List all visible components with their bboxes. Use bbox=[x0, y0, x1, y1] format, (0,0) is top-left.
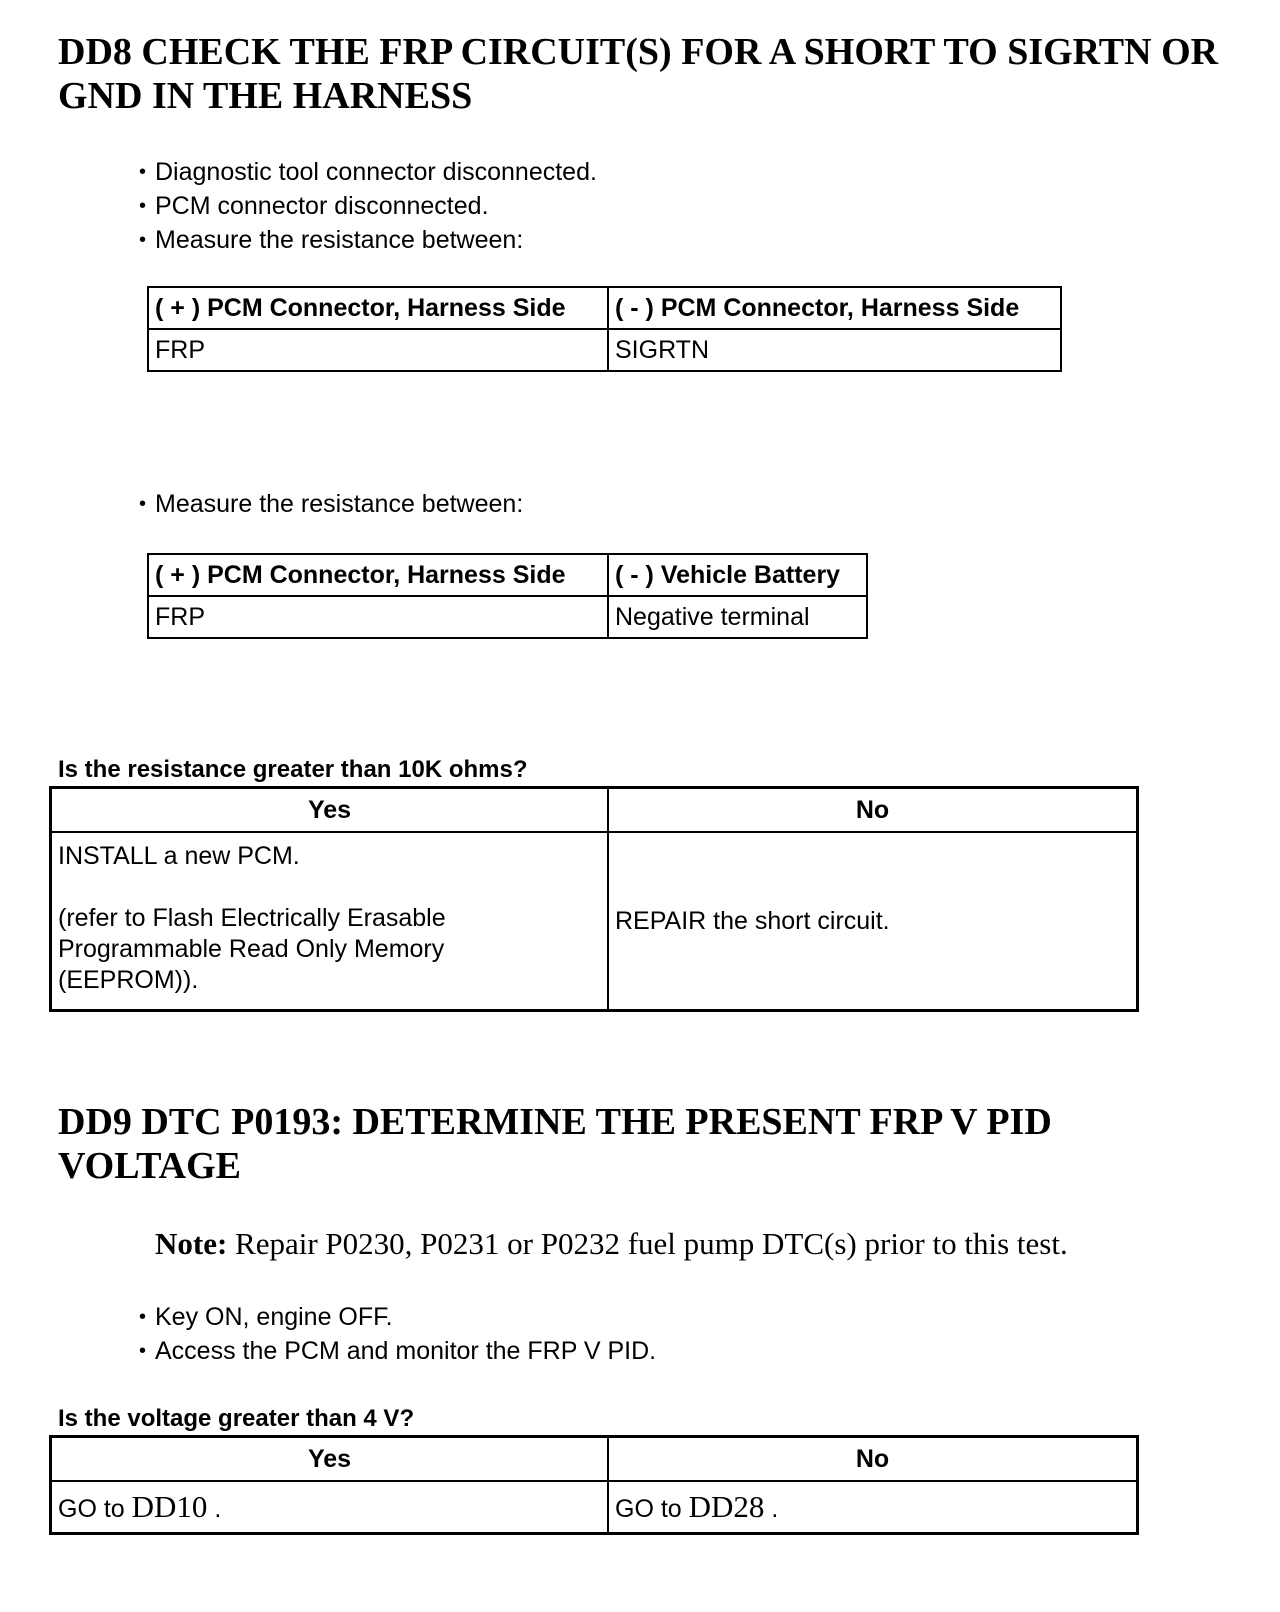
dd8-measure-table-2 bbox=[147, 553, 868, 639]
table-row bbox=[148, 596, 867, 638]
table-row bbox=[148, 329, 1061, 371]
dd9-note bbox=[155, 1226, 1068, 1262]
dd8-step-list bbox=[139, 155, 597, 257]
no-cell bbox=[608, 1481, 1138, 1534]
list-item: • Diagnostic tool connector disconnected. bbox=[139, 155, 597, 189]
dd9-step-list bbox=[139, 1300, 656, 1368]
dd8-measure-table-1 bbox=[147, 286, 1062, 372]
yes-text-line4[interactable]: (EEPROM)). bbox=[58, 966, 199, 994]
list-item: • Key ON, engine OFF. bbox=[139, 1300, 656, 1334]
yes-text-line3[interactable]: Programmable Read Only Memory bbox=[58, 935, 445, 963]
no-header: No bbox=[608, 1437, 1138, 1482]
list-item: • Measure the resistance between: bbox=[139, 223, 597, 257]
yes-text-line2[interactable]: (refer to Flash Electrically Erasable bbox=[58, 904, 446, 932]
yes-text-line1: INSTALL a new PCM. bbox=[58, 842, 300, 870]
table-header-row bbox=[51, 788, 1138, 833]
table-header-cell: ( - ) Vehicle Battery bbox=[608, 554, 867, 596]
table-row bbox=[51, 832, 1138, 1011]
table-header-cell: ( + ) PCM Connector, Harness Side bbox=[148, 554, 608, 596]
dd9-heading bbox=[58, 1100, 1052, 1188]
no-cell bbox=[608, 832, 1138, 1011]
note-text: Repair P0230, P0231 or P0232 fuel pump DTC(s) prior to this test. bbox=[227, 1226, 1068, 1261]
note-label: Note: bbox=[155, 1226, 228, 1261]
dd28-link[interactable]: DD28 bbox=[688, 1489, 765, 1524]
table-header-cell: ( + ) PCM Connector, Harness Side bbox=[148, 287, 608, 329]
dd9-answer-table bbox=[49, 1435, 1139, 1535]
list-item: • PCM connector disconnected. bbox=[139, 189, 597, 223]
table-row bbox=[51, 1481, 1138, 1534]
table-cell: FRP bbox=[148, 596, 608, 638]
dd8-heading-line1: DD8 CHECK THE FRP CIRCUIT(S) FOR A SHORT TO SIGRTN OR bbox=[58, 31, 1219, 73]
dd8-heading bbox=[58, 30, 1218, 118]
dd9-heading-line1: DD9 DTC P0193: DETERMINE THE PRESENT FRP V PID bbox=[58, 1101, 1052, 1143]
table-header-row bbox=[148, 554, 867, 596]
table-header-cell: ( - ) PCM Connector, Harness Side bbox=[608, 287, 1061, 329]
no-suffix: . bbox=[764, 1495, 779, 1523]
dd8-step-list-2 bbox=[139, 487, 523, 521]
table-header-row bbox=[51, 1437, 1138, 1482]
yes-cell bbox=[51, 1481, 609, 1534]
table-header-row bbox=[148, 287, 1061, 329]
list-item: • Measure the resistance between: bbox=[139, 487, 523, 521]
dd8-heading-line2: GND IN THE HARNESS bbox=[58, 75, 473, 117]
table-cell: Negative terminal bbox=[608, 596, 867, 638]
yes-cell bbox=[51, 832, 609, 1011]
table-cell: FRP bbox=[148, 329, 608, 371]
no-prefix: GO to bbox=[615, 1495, 689, 1523]
yes-suffix: . bbox=[207, 1495, 222, 1523]
yes-prefix: GO to bbox=[58, 1495, 132, 1523]
dd9-question: Is the voltage greater than 4 V? bbox=[58, 1405, 415, 1432]
table-cell: SIGRTN bbox=[608, 329, 1061, 371]
yes-header: Yes bbox=[51, 1437, 609, 1482]
no-text: REPAIR the short circuit. bbox=[615, 906, 890, 935]
dd8-answer-table bbox=[49, 786, 1139, 1012]
dd8-question: Is the resistance greater than 10K ohms? bbox=[58, 756, 528, 783]
list-item: • Access the PCM and monitor the FRP V PID. bbox=[139, 1334, 656, 1368]
yes-header: Yes bbox=[51, 788, 609, 833]
dd9-heading-line2: VOLTAGE bbox=[58, 1145, 241, 1187]
dd10-link[interactable]: DD10 bbox=[131, 1489, 208, 1524]
no-header: No bbox=[608, 788, 1138, 833]
